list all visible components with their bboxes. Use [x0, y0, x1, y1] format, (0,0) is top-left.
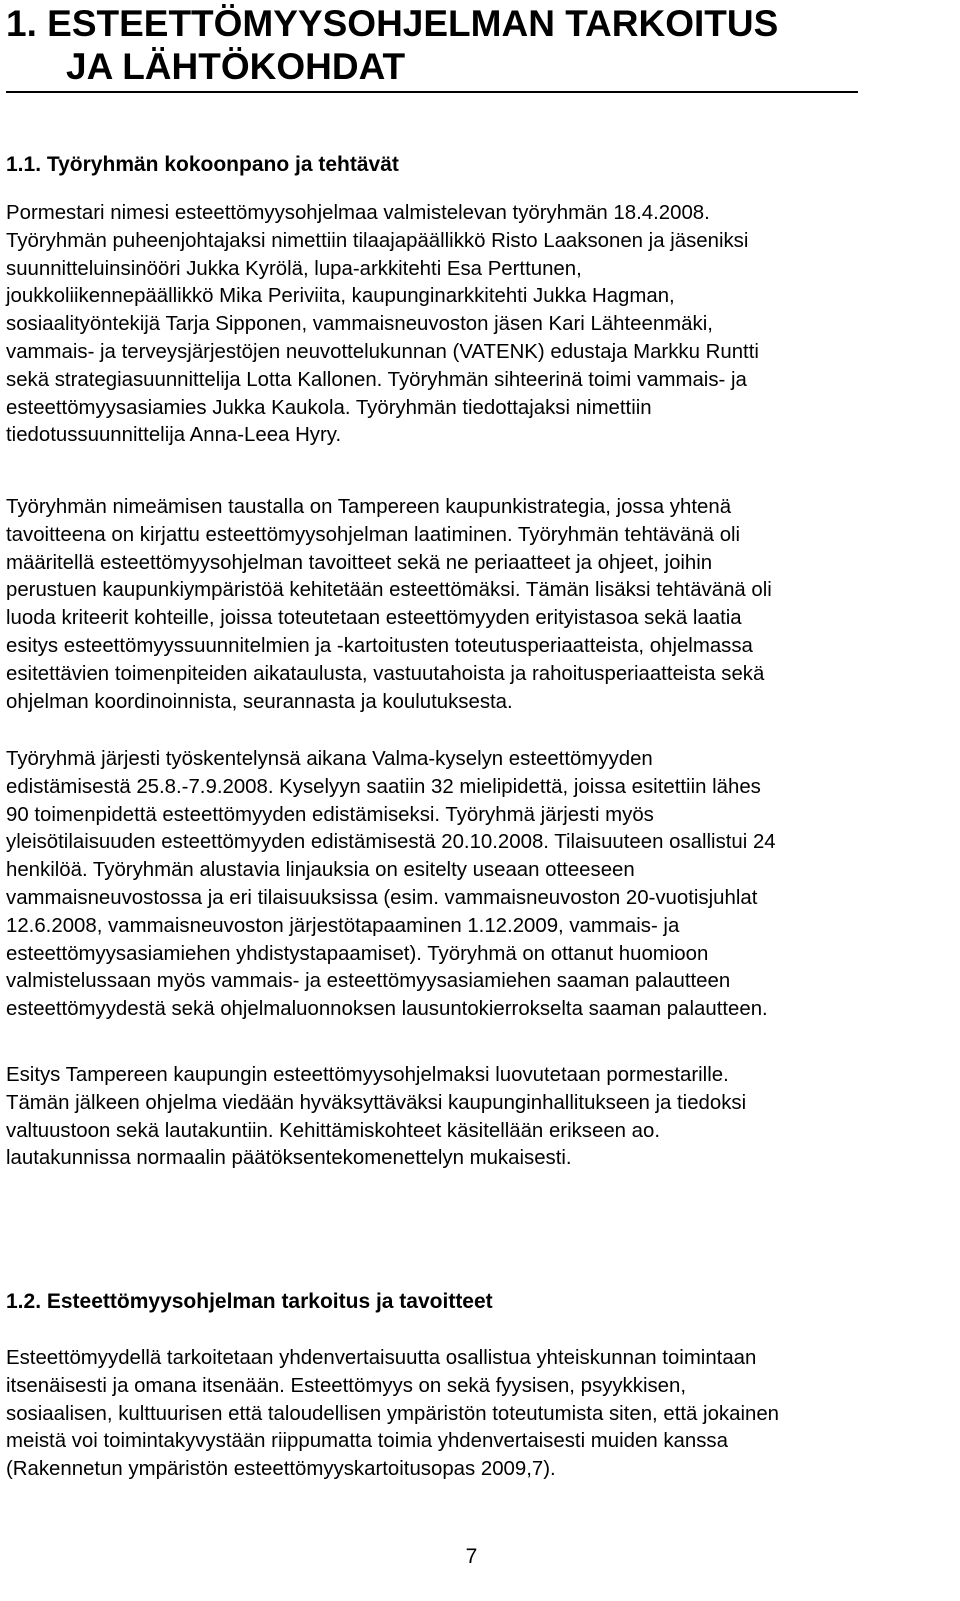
section-1-2-title: 1.2. Esteettömyysohjelman tarkoitus ja tavoitteet — [6, 1290, 493, 1313]
page-number: 7 — [465, 1545, 478, 1568]
text-line: yleisötilaisuuden esteettömyyden edistämisestä 20.10.2008. Tilaisuuteen osallistui 24 — [6, 831, 776, 854]
text-line: valtuustoon sekä lautakuntiin. Kehittämiskohteet käsitellään erikseen ao. — [6, 1119, 661, 1142]
main-heading-line-1: 1. ESTEETTÖMYYSOHJELMAN TARKOITUS — [6, 3, 779, 44]
section-1-1-title: 1.1. Työryhmän kokoonpano ja tehtävät — [6, 153, 399, 176]
text-line: tavoitteena on kirjattu esteettömyysohjelman laatiminen. Työryhmän tehtävänä oli — [6, 523, 741, 546]
main-heading-line-2: JA LÄHTÖKOHDAT — [66, 46, 406, 87]
paragraph-consultation — [6, 746, 946, 1024]
text-line: edistämisestä 25.8.-7.9.2008. Kyselyyn saatiin 32 mielipidettä, joissa esitettiin lähes — [6, 775, 761, 798]
text-line: määritellä esteettömyysohjelman tavoitteet sekä ne periaatteet ja ohjeet, joihin — [6, 551, 713, 574]
text-line: perustuen kaupunkiympäristöä kehitetään esteettömäksi. Tämän lisäksi tehtävänä oli — [6, 579, 772, 602]
text-line: itsenäisesti ja omana itsenään. Esteettömyys on sekä fyysisen, psyykkisen, — [6, 1374, 687, 1397]
text-line: ohjelman koordinoinnista, seurannasta ja koulutuksesta. — [6, 690, 513, 713]
text-line: esteettömyysasiamiehen yhdistystapaamiset). Työryhmä on ottanut huomioon — [6, 942, 709, 965]
paragraph-approval-process — [6, 1062, 946, 1173]
text-line: Pormestari nimesi esteettömyysohjelmaa valmistelevan työryhmän 18.4.2008. — [6, 202, 710, 224]
text-line: Tämän jälkeen ohjelma viedään hyväksyttäväksi kaupunginhallitukseen ja tiedoksi — [6, 1091, 747, 1114]
text-line: Esteettömyydellä tarkoitetaan yhdenvertaisuutta osallistua yhteiskunnan toimintaan — [6, 1347, 757, 1369]
text-line: sosiaalityöntekijä Tarja Sipponen, vammaisneuvoston jäsen Kari Lähteenmäki, — [6, 313, 713, 336]
text-line: sosiaalisen, kulttuurisen että taloudellisen ympäristön toteutumista siten, että jokainen — [6, 1402, 780, 1425]
text-line: Työryhmä järjesti työskentelynsä aikana Valma-kyselyn esteettömyyden — [6, 748, 653, 770]
paragraph-working-group-tasks — [6, 494, 946, 716]
heading-underline — [6, 91, 858, 93]
text-line: Työryhmän puheenjohtajaksi nimettiin tilaajapäällikkö Risto Laaksonen ja jäseniksi — [6, 229, 749, 252]
text-line: vammais- ja terveysjärjestöjen neuvottelukunnan (VATENK) edustaja Markku Runtti — [6, 340, 759, 363]
text-line: (Rakennetun ympäristön esteettömyyskartoitusopas 2009,7). — [6, 1458, 556, 1481]
text-line: esteettömyysasiamies Jukka Kaukola. Työryhmän tiedottajaksi nimettiin — [6, 396, 652, 419]
text-line: joukkoliikennepäällikkö Mika Periviita, kaupunginarkkitehti Jukka Hagman, — [6, 285, 675, 308]
text-line: tiedotussuunnittelija Anna-Leea Hyry. — [6, 424, 342, 447]
paragraph-accessibility-definition — [6, 1345, 946, 1484]
text-line: Esitys Tampereen kaupungin esteettömyysohjelmaksi luovutetaan pormestarille. — [6, 1064, 729, 1086]
text-line: henkilöä. Työryhmän alustavia linjauksia on esitelty useaan otteeseen — [6, 859, 635, 882]
text-line: 90 toimenpidettä esteettömyyden edistämiseksi. Työryhmä järjesti myös — [6, 803, 654, 826]
main-heading — [6, 2, 906, 88]
text-line: meistä voi toimintakyvystään riippumatta toimia yhdenvertaisesti muiden kanssa — [6, 1430, 728, 1453]
text-line: esteettömyydestä sekä ohjelmaluonnoksen lausuntokierrokselta saaman palautteen. — [6, 998, 768, 1021]
text-line: lautakunnissa normaalin päätöksentekomenettelyn mukaisesti. — [6, 1147, 572, 1170]
text-line: esitys esteettömyyssuunnitelmien ja -kartoitusten toteutusperiaatteista, ohjelmassa — [6, 634, 753, 657]
text-line: sekä strategiasuunnittelija Lotta Kallonen. Työryhmän sihteerinä toimi vammais- ja — [6, 368, 747, 391]
text-line: valmistelussaan myös vammais- ja esteettömyysasiamiehen saaman palautteen — [6, 970, 731, 993]
text-line: vammaisneuvostossa ja eri tilaisuuksissa (esim. vammaisneuvoston 20-vuotisjuhlat — [6, 886, 758, 909]
paragraph-working-group-members — [6, 200, 946, 450]
text-line: esitettävien toimenpiteiden aikataulusta, vastuutahoista ja rahoitusperiaatteista sekä — [6, 662, 765, 685]
text-line: suunnitteluinsinööri Jukka Kyrölä, lupa-arkkitehti Esa Perttunen, — [6, 257, 582, 280]
text-line: Työryhmän nimeämisen taustalla on Tampereen kaupunkistrategia, jossa yhtenä — [6, 496, 732, 518]
text-line: luoda kriteerit kohteille, joissa toteutetaan esteettömyyden erityistasoa sekä laatia — [6, 607, 742, 630]
text-line: 12.6.2008, vammaisneuvoston järjestötapaaminen 1.12.2009, vammais- ja — [6, 914, 680, 937]
